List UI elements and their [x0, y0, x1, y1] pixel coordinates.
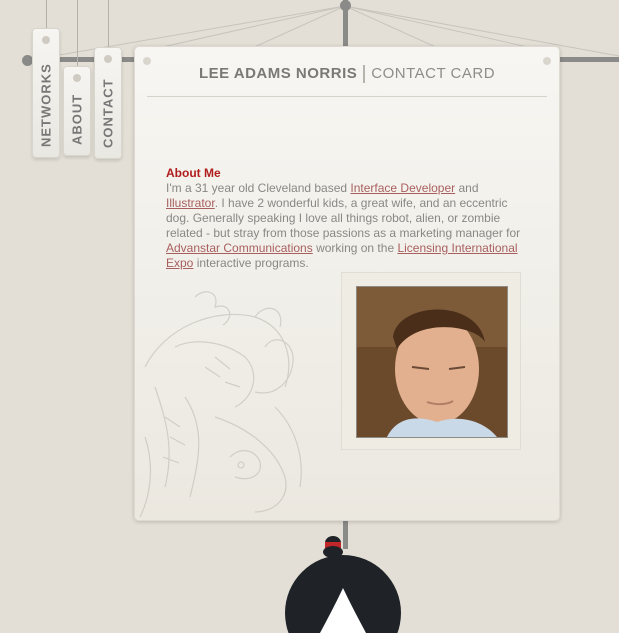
photo-frame [341, 272, 521, 450]
card-pin-right [543, 57, 551, 65]
tag-string [108, 0, 109, 47]
card-subtitle: CONTACT CARD [371, 65, 496, 82]
nav-label-networks[interactable]: NETWORKS [38, 63, 54, 147]
ninja-head-icon [284, 533, 402, 633]
nav-label-contact[interactable]: CONTACT [100, 78, 116, 148]
tag-string [77, 0, 78, 66]
card-title [135, 65, 559, 83]
pole-knob [340, 0, 351, 11]
about-paragraph [166, 181, 521, 271]
tag-body[interactable] [94, 47, 122, 159]
licensing-expo-link[interactable]: Licensing International Expo [166, 241, 518, 270]
profile-portrait [357, 287, 507, 437]
nav-tag-networks[interactable] [33, 0, 59, 158]
about-text-2: and [455, 181, 479, 195]
interface-developer-link[interactable]: Interface Developer [350, 181, 456, 195]
nav-label-about[interactable]: ABOUT [69, 93, 85, 145]
about-text-1: I'm a 31 year old Cleveland based [166, 181, 351, 195]
tag-hole [73, 74, 81, 82]
contact-card [134, 46, 560, 521]
profile-photo [356, 286, 508, 438]
nav-tag-contact[interactable] [95, 0, 121, 159]
owner-name: LEE ADAMS NORRIS [198, 65, 358, 82]
about-text-3: . I have 2 wonderful kids, a great wife, and an eccentric dog. Generally speaking I love all things robot, alien, or zombie related - but stray from those passions as a marketing manager for [166, 196, 521, 240]
about-text-4: working on the [312, 241, 398, 255]
advanstar-link[interactable]: Advanstar Communications [166, 241, 313, 255]
nav-tag-about[interactable] [64, 0, 90, 156]
title-rule [147, 96, 547, 97]
about-text-5: interactive programs. [193, 256, 309, 270]
title-divider [363, 65, 365, 83]
tag-body[interactable] [32, 28, 60, 158]
illustrator-link[interactable]: Illustrator [166, 196, 215, 210]
card-pin-left [143, 57, 151, 65]
tag-body[interactable] [63, 66, 91, 156]
about-heading: About Me [166, 166, 221, 180]
tag-string [46, 0, 47, 28]
tag-hole [104, 55, 112, 63]
tag-hole [42, 36, 50, 44]
koi-fish-sketch-icon [135, 287, 315, 520]
